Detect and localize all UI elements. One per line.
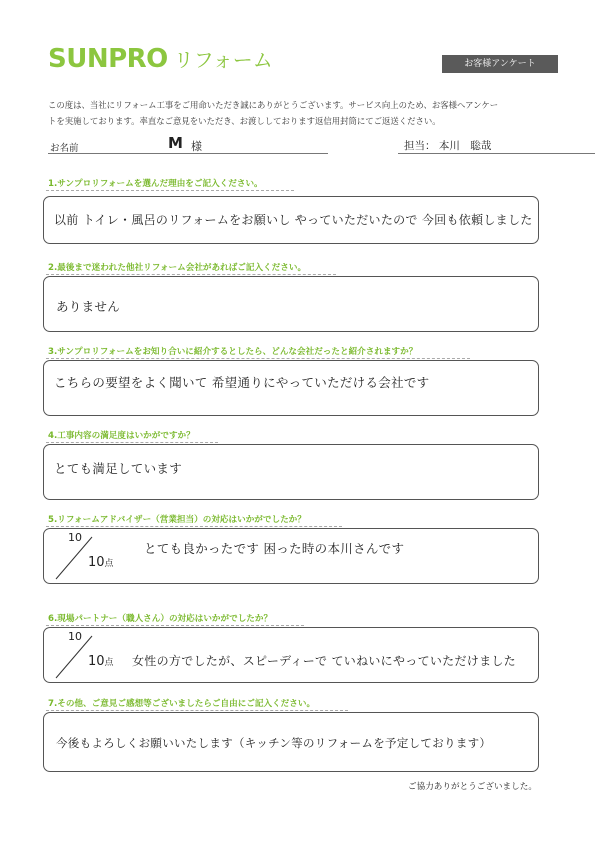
staff-name: 本川 聡哉 [438,140,492,152]
question-4-answer-box [43,444,539,500]
intro-line-1: この度は、当社にリフォーム工事をご用命いただき誠にありがとうございます。サービス向上のため、お客様へアンケー [48,100,499,110]
name-row [48,134,556,154]
question-4-underline [46,442,218,443]
thank-you-text: ご協力ありがとうございました。 [408,782,537,792]
question-6-score-max: 10 [68,630,82,643]
customer-name-label: お名前 [50,143,79,154]
question-4-answer: とても満足しています [54,461,183,476]
question-5-underline [46,526,342,527]
question-2-label: 2.最後まで迷われた他社リフォーム会社があればご記入ください。 [48,263,307,273]
question-2-answer: ありません [56,299,121,314]
question-1-label: 1.サンプロリフォームを選んだ理由をご記入ください。 [48,179,263,189]
question-5-answer-box [43,528,539,584]
question-7-answer: 今後もよろしくお願いいたします（キッチン等のリフォームを予定しております） [56,736,492,750]
staff-label-text: 担当： [404,140,436,152]
question-6-underline [46,625,304,626]
question-3-answer-box [43,360,539,416]
intro-text [48,97,568,129]
question-5-answer: とても良かったです 困った時の本川さんです [144,541,405,556]
question-6-score-value [88,654,114,669]
logo-sub-text: リフォーム [173,48,273,72]
intro-line-2: トを実施しております。率直なご意見をいただき、お渡ししております返信用封筒にてご返送ください。 [48,116,441,126]
question-6-score [50,630,130,682]
question-7-underline [46,710,348,711]
survey-badge: お客様アンケート [442,55,558,73]
question-7-answer-box [43,712,539,772]
question-1-underline [46,190,294,191]
question-7-label: 7.その他、ご意見ご感想等ございましたらご自由にご記入ください。 [48,699,316,709]
customer-name-suffix: 様 [191,140,202,153]
staff-label [404,138,491,153]
question-5-score-max: 10 [68,531,82,544]
logo-brand-text: SUNPRO [48,44,168,74]
question-2-underline [46,274,336,275]
question-6-answer-box [43,627,539,683]
question-6-answer: 女性の方でしたが、スピーディーで ていねいにやっていただけました [132,654,516,668]
question-5-label: 5.リフォームアドバイザー（営業担当）の対応はいかがでしたか？ [48,515,306,525]
question-5-score-value [88,555,114,570]
question-5-score [50,531,130,583]
question-3-label: 3.サンプロリフォームをお知り合いに紹介するとしたら、どんな会社だったと紹介されますか？ [48,347,418,357]
question-3-answer: こちらの要望をよく聞いて 希望通りにやっていただける会社です [54,375,430,390]
question-6-score-unit: 点 [104,658,114,668]
question-6-score-number: 10 [88,654,105,669]
customer-name-underline [48,153,328,154]
company-logo [48,44,273,74]
question-3-underline [46,358,470,359]
question-6-label: 6.現場パートナー（職人さん）の対応はいかがでしたか？ [48,614,273,624]
question-2-answer-box [43,276,539,332]
customer-name-value: M [168,134,183,152]
question-4-label: 4.工事内容の満足度はいかがですか？ [48,431,195,441]
question-1-answer: 以前 トイレ・風呂のリフォームをお願いし やっていただいたので 今回も依頼しました [54,213,533,227]
staff-underline [398,153,595,154]
question-5-score-number: 10 [88,555,105,570]
question-5-score-unit: 点 [104,559,114,569]
question-1-answer-box [43,196,539,244]
